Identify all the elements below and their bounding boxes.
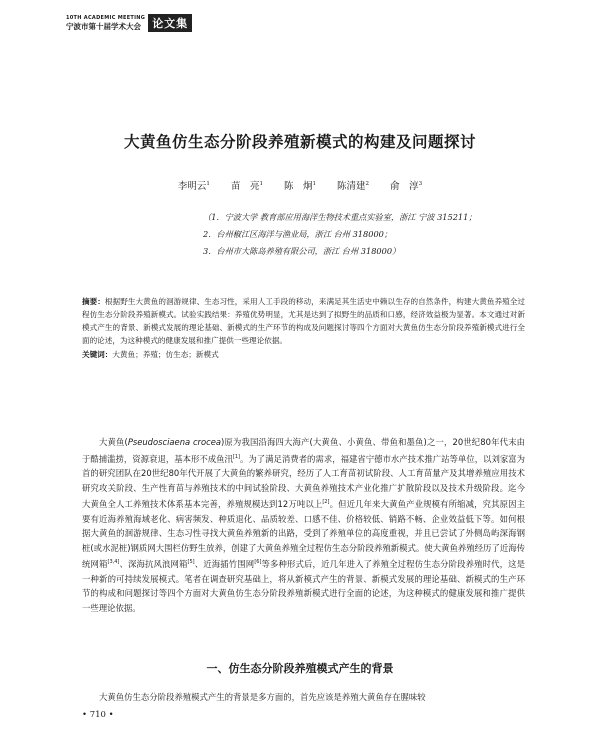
author-affil-mark: 1	[206, 180, 210, 187]
text-run: 大黄鱼(	[99, 437, 128, 447]
abstract	[82, 295, 525, 347]
abstract-text: 根据野生大黄鱼的洄游规律、生态习性，采用人工手段的移动，来满足其生活史中赖以生存的自然条件，构建大黄鱼养殖全过程仿生态分阶段养殖新模式。试验实践结果：养殖优势明显，尤其是达到了拟野生的品质和口感，经济效益极为显著。本文通过对新模式产生的背景、新模式发展的理论基础、新模式的生产环节的构成及问题探讨等四个方面对大黄鱼仿生态分阶段养殖新模式进行全面的论述，为这种模式的健康发展和推广提供一些理论依据。	[82, 297, 525, 345]
citation: [3,4]	[107, 559, 120, 566]
species-name: Pseudosciaena crocea	[127, 437, 222, 447]
author-name: 俞 淳	[390, 181, 419, 192]
author-affil-mark: 3	[418, 180, 423, 187]
author-name: 陈清建	[337, 181, 366, 192]
author	[231, 181, 263, 192]
citation: [2]	[322, 499, 330, 506]
text-run: 、深海抗风浪网箱	[119, 559, 188, 570]
abstract-block	[82, 295, 525, 361]
keywords	[82, 348, 525, 361]
citation: [6]	[254, 559, 262, 566]
citation: [5]	[187, 559, 195, 566]
text-run: 、近海插竹围网	[194, 559, 255, 570]
author	[390, 181, 422, 192]
author-affil-mark: 1	[312, 180, 316, 187]
author-affil-mark: 1	[259, 180, 263, 187]
text-run: 。但近几年来大黄鱼产业规模有所缩减，究其原因主要有近海养殖海域老化、病害频发、种质退化、品质较差、口感不佳、价格较低、销路不畅、企业效益低下等。如何根据大黄鱼的洄游规律、生态习性寻找大黄鱼养殖新的出路，受到了养殖单位的高度重视，并且已尝试了外侧岛屿深海钢桩(或水泥桩)钢质网大围栏仿野生放养，创建了大黄鱼养殖全过程仿生态分阶段养殖新模式。使大黄鱼养殖经历了近海传统网箱	[82, 498, 526, 570]
affiliation-list	[203, 209, 477, 260]
author-affil-mark: 2	[365, 180, 370, 187]
affiliation-line: （1．宁波大学 教育部应用海洋生物技术重点实验室，浙江 宁波 315211；	[203, 212, 477, 222]
proceedings-header	[66, 14, 192, 32]
header-text	[66, 16, 145, 31]
paper-title: 大黄鱼仿生态分阶段养殖新模式的构建及问题探讨	[123, 133, 476, 151]
header-chinese: 宁波市第十届学术大会	[66, 21, 141, 31]
page-number: • 710 •	[82, 710, 114, 720]
section-heading: 一、仿生态分阶段养殖模式产生的背景	[206, 662, 394, 675]
abstract-label: 摘要：	[82, 297, 105, 306]
keywords-text: 大黄鱼；养殖；仿生态；新模式	[112, 350, 219, 359]
section-paragraph: 大黄鱼仿生态分阶段养殖模式产生的背景是多方面的，首先应该是养殖大黄鱼存在腥味较	[99, 692, 426, 702]
header-badge: 论文集	[148, 14, 192, 32]
author	[284, 181, 316, 192]
author	[178, 181, 210, 192]
text-run: )原为我国沿海四大海产(大黄鱼、小黄鱼、带鱼和墨鱼)之一，20世纪80年代末由于酷捕滥捞，资源衰退，基本形不成鱼汛	[82, 437, 525, 464]
header-english: 10TH ACADEMIC MEETING	[66, 14, 146, 21]
author-name: 李明云	[177, 181, 207, 192]
author-list	[0, 178, 600, 192]
affiliation-line: 2．台州椒江区海洋与渔业局，浙江 台州 318000；	[203, 229, 393, 239]
text-run: 等多种形式后，近几年进入了养殖全过程仿生态分阶段养殖时代，这是一种新的可持续发展模式。笔者在调查研究基础上，将从新模式产生的背景、新模式发展的理论基础、新模式的生产环节的构成和问题探讨等四个方面对大黄鱼仿生态分阶段养殖新模式进行全面的论述，为这种模式的健康发展和推广提供一些理论依据。	[82, 559, 526, 613]
author-name: 苗 亮	[230, 181, 260, 192]
text-run: 。为了满足消费者的需求，福建省宁德市水产技术推广站等单位，以刘家富为首的研究团队在20世纪80年代开展了大黄鱼的繁养研究，经历了人工育苗初试阶段、人工育苗量产及其增养殖应用技术研究攻关阶段、生产性育苗与养殖技术的中间试验阶段、大黄鱼养殖技术产业化推广扩散阶段以及技术升级阶段。迄今大黄鱼全人工养殖技术体系基本完善，养殖规模达到12万吨以上	[82, 453, 525, 509]
intro-paragraph	[82, 435, 525, 616]
author	[337, 181, 369, 192]
author-name: 陈 炯	[283, 181, 313, 192]
keywords-label: 关键词：	[82, 350, 113, 359]
affiliation-line: 3．台州市大陈岛养殖有限公司，浙江 台州 318000）	[203, 246, 401, 256]
citation: [1]	[232, 453, 240, 460]
